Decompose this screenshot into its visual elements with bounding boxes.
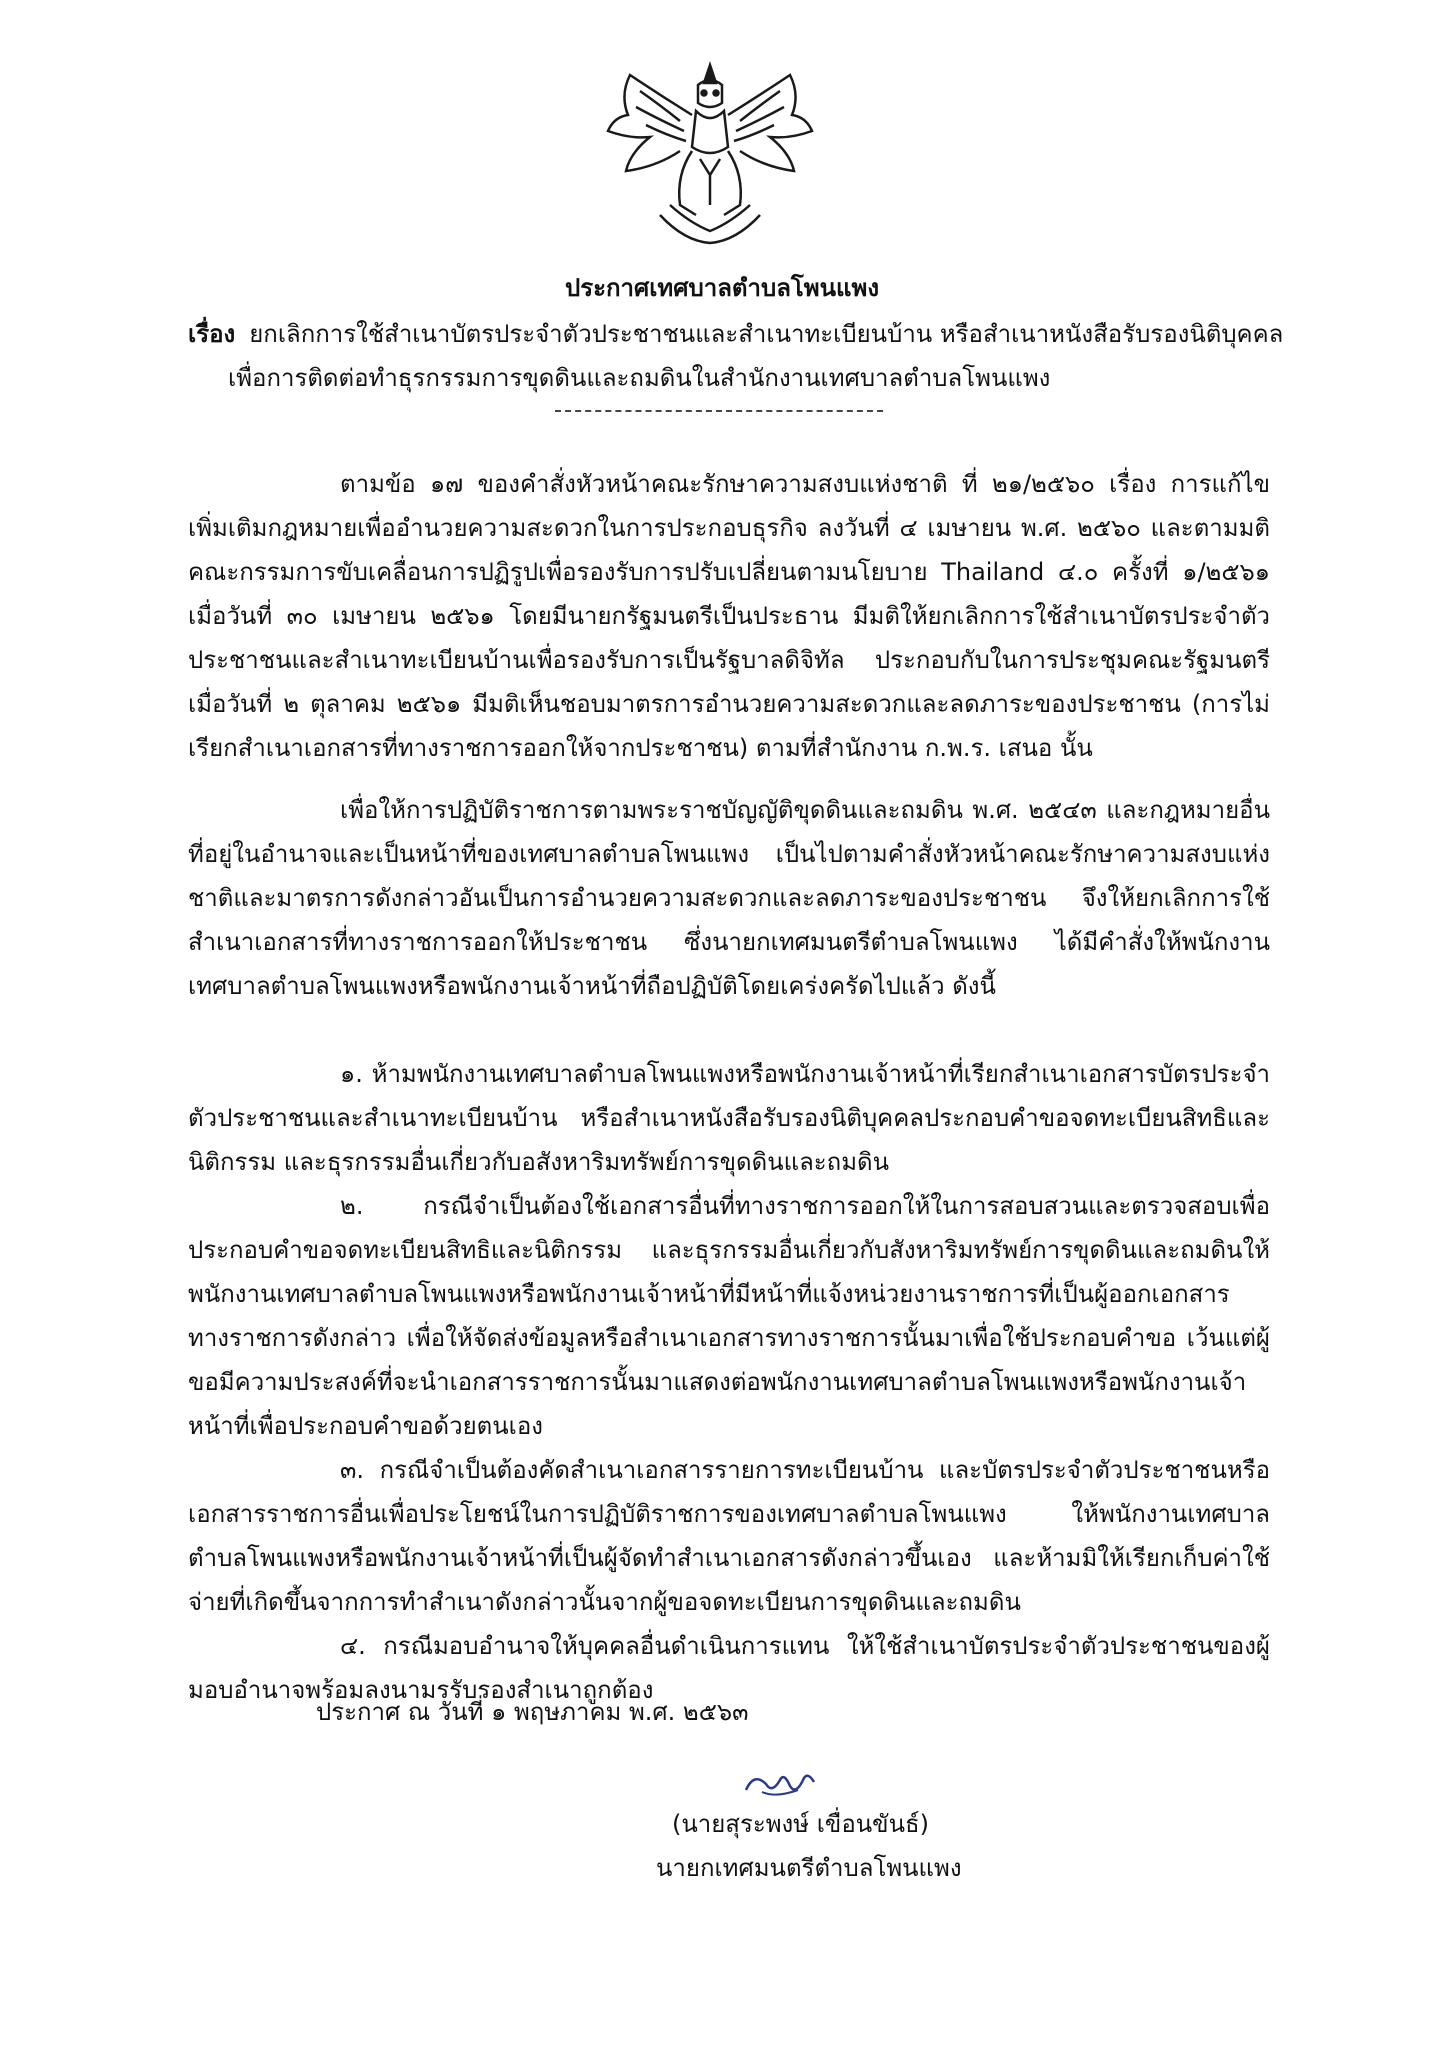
subject-line-2: เพื่อการติดต่อทำธุรกรรมการขุดดินและถมดินในสำนักงานเทศบาลตำบลโพนแพง bbox=[228, 364, 1051, 392]
subject-label: เรื่อง bbox=[188, 320, 236, 348]
paragraph-1: ตามข้อ ๑๗ ของคำสั่งหัวหน้าคณะรักษาความสงบแห่งชาติ ที่ ๒๑/๒๕๖๐ เรื่อง การแก้ไขเพิ่มเติมกฎหมายเพื่ออำนวยความสะดวกในการประกอบธุรกิจ ลงวันที่ ๔ เมษายน พ.ศ. ๒๕๖๐ และตามมติคณะกรรมการขับเคลื่อนการปฏิรูปเพื่อรองรับการปรับเปลี่ยนตามนโยบาย Thailand ๔.๐ ครั้งที่ ๑/๒๕๖๑ เมื่อวันที่ ๓๐ เมษายน ๒๕๖๑ โดยมีนายกรัฐมนตรีเป็นประธาน มีมติให้ยกเลิกการใช้สำเนาบัตรประจำตัวประชาชนและสำเนาทะเบียนบ้านเพื่อรองรับการเป็นรัฐบาลดิจิทัล ประกอบกับในการประชุมคณะรัฐมนตรีเมื่อวันที่ ๒ ตุลาคม ๒๕๖๑ มีมติเห็นชอบมาตรการอำนวยความสะดวกและลดภาระของประชาชน (การไม่เรียกสำเนาเอกสารที่ทางราชการออกให้จากประชาชน) ตามที่สำนักงาน ก.พ.ร. เสนอ นั้น bbox=[188, 470, 1270, 762]
paragraph-2: เพื่อให้การปฏิบัติราชการตามพระราชบัญญัติขุดดินและถมดิน พ.ศ. ๒๕๔๓ และกฎหมายอื่นที่อยู่ในอำนาจและเป็นหน้าที่ของเทศบาลตำบลโพนแพง เป็นไปตามคำสั่งหัวหน้าคณะรักษาความสงบแห่งชาติและมาตรการดังกล่าวอันเป็นการอำนวยความสะดวกและลดภาระของประชาชน จึงให้ยกเลิกการใช้สำเนาเอกสารที่ทางราชการออกให้ประชาชน ซึ่งนายกเทศมนตรีตำบลโพนแพง ได้มีคำสั่งให้พนักงานเทศบาลตำบลโพนแพงหรือพนักงานเจ้าหน้าที่ถือปฏิบัติโดยเคร่งครัดไปแล้ว ดังนี้ bbox=[188, 796, 1270, 1000]
paragraph-purpose bbox=[188, 788, 1270, 1008]
signature-mark bbox=[742, 1768, 818, 1802]
clause-1: ๑. ห้ามพนักงานเทศบาลตำบลโพนแพงหรือพนักงานเจ้าหน้าที่เรียกสำเนาเอกสารบัตรประจำตัวประชาชนและสำเนาทะเบียนบ้าน หรือสำเนาหนังสือรับรองนิติบุคคลประกอบคำขอจดทะเบียนสิทธิและนิติกรรม และธุรกรรมอื่นเกี่ยวกับอสังหาริมทรัพย์การขุดดินและถมดิน bbox=[188, 1060, 1270, 1176]
subject-block bbox=[188, 312, 1298, 400]
divider-line bbox=[555, 410, 883, 412]
clause-2: ๒. กรณีจำเป็นต้องใช้เอกสารอื่นที่ทางราชการออกให้ในการสอบสวนและตรวจสอบเพื่อประกอบคำขอจดทะเบียนสิทธิและนิติกรรม และธุรกรรมอื่นเกี่ยวกับสังหาริมทรัพย์การขุดดินและถมดินให้พนักงานเทศบาลตำบลโพนแพงหรือพนักงานเจ้าหน้าที่มีหน้าที่แจ้งหน่วยงานราชการที่เป็นผู้ออกเอกสารทางราชการดังกล่าว เพื่อให้จัดส่งข้อมูลหรือสำเนาเอกสารทางราชการนั้นมาเพื่อใช้ประกอบคำขอ เว้นแต่ผู้ขอมีความประสงค์ที่จะนำเอกสารราชการนั้นมาแสดงต่อพนักงานเทศบาลตำบลโพนแพงหรือพนักงานเจ้าหน้าที่เพื่อประกอบคำขอด้วยตนเอง bbox=[188, 1192, 1270, 1440]
signer-position: นายกเทศมนตรีตำบลโพนแพง bbox=[656, 1854, 962, 1882]
clause-list bbox=[188, 1052, 1270, 1712]
subject-line-1: ยกเลิกการใช้สำเนาบัตรประจำตัวประชาชนและสำเนาทะเบียนบ้าน หรือสำเนาหนังสือรับรองนิติบุคคล bbox=[249, 320, 1284, 348]
paragraph-intro bbox=[188, 462, 1270, 770]
document-title: ประกาศเทศบาลตำบลโพนแพง bbox=[564, 274, 880, 302]
clause-3: ๓. กรณีจำเป็นต้องคัดสำเนาเอกสารรายการทะเบียนบ้าน และบัตรประจำตัวประชาชนหรือเอกสารราชการอื่นเพื่อประโยชน์ในการปฏิบัติราชการของเทศบาลตำบลโพนแพง ให้พนักงานเทศบาลตำบลโพนแพงหรือพนักงานเจ้าหน้าที่เป็นผู้จัดทำสำเนาเอกสารดังกล่าวขึ้นเอง และห้ามมิให้เรียกเก็บค่าใช้จ่ายที่เกิดขึ้นจากการทำสำเนาดังกล่าวนั้นจากผู้ขอจดทะเบียนการขุดดินและถมดิน bbox=[188, 1456, 1270, 1616]
date-line: ประกาศ ณ วันที่ ๑ พฤษภาคม พ.ศ. ๒๕๖๓ bbox=[316, 1698, 749, 1726]
garuda-emblem-icon bbox=[600, 55, 820, 245]
signer-name: (นายสุระพงษ์ เขื่อนขันธ์) bbox=[672, 1810, 929, 1838]
clause-4: ๔. กรณีมอบอำนาจให้บุคคลอื่นดำเนินการแทน ให้ใช้สำเนาบัตรประจำตัวประชาชนของผู้มอบอำนาจพร้อมลงนามรรับรองสำเนาถูกต้อง bbox=[188, 1632, 1270, 1704]
